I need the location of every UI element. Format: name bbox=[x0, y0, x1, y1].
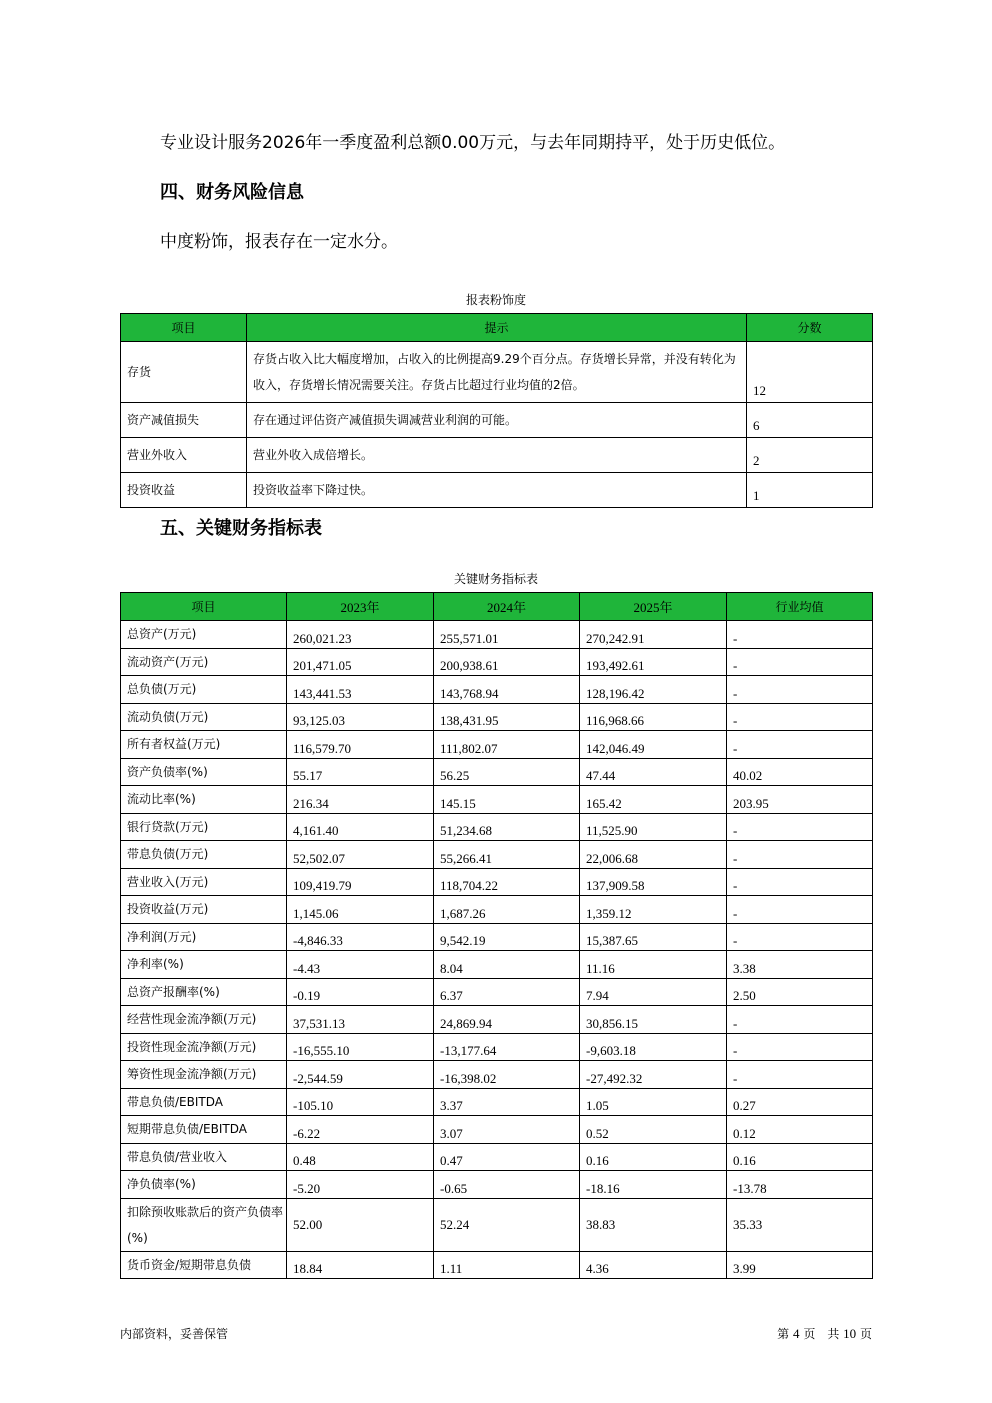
risk-item-cell: 资产减值损失 bbox=[121, 403, 247, 438]
kpi-table-row bbox=[121, 621, 873, 649]
kpi-2024-cell: 118,704.22 bbox=[434, 868, 580, 896]
kpi-industry-avg-cell: - bbox=[727, 648, 873, 676]
risk-table-row bbox=[121, 403, 873, 438]
kpi-industry-avg-cell: 0.16 bbox=[727, 1143, 873, 1171]
kpi-item-cell: 资产负债率(%) bbox=[121, 758, 287, 786]
kpi-2024-cell: 145.15 bbox=[434, 786, 580, 814]
kpi-table bbox=[120, 592, 873, 1279]
kpi-2023-cell: 201,471.05 bbox=[287, 648, 434, 676]
kpi-item-cell: 投资性现金流净额(万元) bbox=[121, 1033, 287, 1061]
kpi-2023-cell: -4,846.33 bbox=[287, 923, 434, 951]
kpi-2025-cell: 4.36 bbox=[580, 1251, 727, 1279]
kpi-table-row bbox=[121, 951, 873, 979]
intro-paragraph: 专业设计服务2026年一季度盈利总额0.00万元，与去年同期持平，处于历史低位。 bbox=[160, 133, 786, 153]
kpi-2023-cell: -2,544.59 bbox=[287, 1061, 434, 1089]
kpi-item-cell: 带息负债(万元) bbox=[121, 841, 287, 869]
risk-col-item: 项目 bbox=[121, 314, 247, 342]
risk-table-header bbox=[121, 314, 873, 342]
kpi-2024-cell: 1.11 bbox=[434, 1251, 580, 1279]
footer-page-prefix: 第 bbox=[777, 1327, 790, 1341]
kpi-industry-avg-cell: - bbox=[727, 868, 873, 896]
kpi-2025-cell: 38.83 bbox=[580, 1198, 727, 1251]
risk-hint-cell: 营业外收入成倍增长。 bbox=[247, 438, 747, 473]
kpi-industry-avg-cell: - bbox=[727, 676, 873, 704]
section4-summary: 中度粉饰，报表存在一定水分。 bbox=[160, 232, 398, 252]
risk-score-cell: 1 bbox=[747, 473, 873, 508]
kpi-2024-cell: 56.25 bbox=[434, 758, 580, 786]
kpi-2023-cell: -5.20 bbox=[287, 1171, 434, 1199]
kpi-industry-avg-cell: - bbox=[727, 621, 873, 649]
risk-col-score: 分数 bbox=[747, 314, 873, 342]
kpi-2024-cell: -16,398.02 bbox=[434, 1061, 580, 1089]
kpi-item-cell: 所有者权益(万元) bbox=[121, 731, 287, 759]
kpi-2024-cell: 24,869.94 bbox=[434, 1006, 580, 1034]
kpi-table-row bbox=[121, 703, 873, 731]
risk-table-row bbox=[121, 342, 873, 403]
kpi-table-row bbox=[121, 978, 873, 1006]
kpi-2023-cell: 37,531.13 bbox=[287, 1006, 434, 1034]
kpi-2025-cell: 11,525.90 bbox=[580, 813, 727, 841]
kpi-2025-cell: 11.16 bbox=[580, 951, 727, 979]
footer-confidential: 内部资料，妥善保管 bbox=[120, 1327, 229, 1341]
kpi-2023-cell: 143,441.53 bbox=[287, 676, 434, 704]
kpi-2025-cell: 165.42 bbox=[580, 786, 727, 814]
kpi-industry-avg-cell: - bbox=[727, 1006, 873, 1034]
kpi-col-2024: 2024年 bbox=[434, 593, 580, 621]
kpi-2024-cell: 8.04 bbox=[434, 951, 580, 979]
kpi-table-caption: 关键财务指标表 bbox=[453, 572, 538, 586]
kpi-2024-cell: 51,234.68 bbox=[434, 813, 580, 841]
kpi-table-row bbox=[121, 1033, 873, 1061]
kpi-2024-cell: 55,266.41 bbox=[434, 841, 580, 869]
kpi-2024-cell: 6.37 bbox=[434, 978, 580, 1006]
kpi-2024-cell: -0.65 bbox=[434, 1171, 580, 1199]
kpi-item-cell: 总负债(万元) bbox=[121, 676, 287, 704]
kpi-2023-cell: 55.17 bbox=[287, 758, 434, 786]
kpi-2024-cell: 1,687.26 bbox=[434, 896, 580, 924]
kpi-2025-cell: -18.16 bbox=[580, 1171, 727, 1199]
kpi-2025-cell: 137,909.58 bbox=[580, 868, 727, 896]
kpi-2023-cell: -0.19 bbox=[287, 978, 434, 1006]
section5-heading: 五、关键财务指标表 bbox=[160, 518, 322, 539]
kpi-2025-cell: 142,046.49 bbox=[580, 731, 727, 759]
kpi-col-2023: 2023年 bbox=[287, 593, 434, 621]
kpi-table-row bbox=[121, 868, 873, 896]
kpi-col-item: 项目 bbox=[121, 593, 287, 621]
kpi-industry-avg-cell: - bbox=[727, 1061, 873, 1089]
kpi-2025-cell: 1,359.12 bbox=[580, 896, 727, 924]
kpi-item-cell: 经营性现金流净额(万元) bbox=[121, 1006, 287, 1034]
kpi-2023-cell: 216.34 bbox=[287, 786, 434, 814]
kpi-2024-cell: 3.07 bbox=[434, 1116, 580, 1144]
kpi-table-row bbox=[121, 758, 873, 786]
footer-page-total: 10 bbox=[843, 1326, 857, 1341]
kpi-2023-cell: 116,579.70 bbox=[287, 731, 434, 759]
kpi-2024-cell: 9,542.19 bbox=[434, 923, 580, 951]
kpi-industry-avg-cell: 0.12 bbox=[727, 1116, 873, 1144]
risk-col-hint: 提示 bbox=[247, 314, 747, 342]
risk-table-caption: 报表粉饰度 bbox=[465, 293, 526, 307]
kpi-item-cell: 带息负债/EBITDA bbox=[121, 1088, 287, 1116]
kpi-industry-avg-cell: - bbox=[727, 1033, 873, 1061]
kpi-table-row bbox=[121, 648, 873, 676]
kpi-2023-cell: -16,555.10 bbox=[287, 1033, 434, 1061]
kpi-item-cell: 总资产报酬率(%) bbox=[121, 978, 287, 1006]
kpi-table-row bbox=[121, 1171, 873, 1199]
kpi-item-cell: 流动资产(万元) bbox=[121, 648, 287, 676]
kpi-2023-cell: 18.84 bbox=[287, 1251, 434, 1279]
kpi-2025-cell: 30,856.15 bbox=[580, 1006, 727, 1034]
kpi-table-row bbox=[121, 1116, 873, 1144]
risk-table-row bbox=[121, 473, 873, 508]
kpi-item-cell: 银行贷款(万元) bbox=[121, 813, 287, 841]
kpi-table-row bbox=[121, 896, 873, 924]
kpi-item-cell: 净利率(%) bbox=[121, 951, 287, 979]
kpi-2024-cell: 143,768.94 bbox=[434, 676, 580, 704]
kpi-2024-cell: 255,571.01 bbox=[434, 621, 580, 649]
kpi-item-cell: 货币资金/短期带息负债 bbox=[121, 1251, 287, 1279]
kpi-industry-avg-cell: - bbox=[727, 703, 873, 731]
kpi-table-row bbox=[121, 1143, 873, 1171]
kpi-2025-cell: 22,006.68 bbox=[580, 841, 727, 869]
risk-item-cell: 存货 bbox=[121, 342, 247, 403]
kpi-2023-cell: 93,125.03 bbox=[287, 703, 434, 731]
risk-score-cell: 2 bbox=[747, 438, 873, 473]
kpi-2025-cell: 0.52 bbox=[580, 1116, 727, 1144]
section4-heading: 四、财务风险信息 bbox=[160, 182, 304, 203]
kpi-industry-avg-cell: - bbox=[727, 896, 873, 924]
kpi-item-cell: 短期带息负债/EBITDA bbox=[121, 1116, 287, 1144]
kpi-2023-cell: -105.10 bbox=[287, 1088, 434, 1116]
kpi-2023-cell: 0.48 bbox=[287, 1143, 434, 1171]
footer-page-suffix: 页 bbox=[859, 1327, 872, 1341]
kpi-2025-cell: 7.94 bbox=[580, 978, 727, 1006]
kpi-item-cell: 营业收入(万元) bbox=[121, 868, 287, 896]
risk-hint-cell: 投资收益率下降过快。 bbox=[247, 473, 747, 508]
kpi-item-cell: 筹资性现金流净额(万元) bbox=[121, 1061, 287, 1089]
kpi-2023-cell: 1,145.06 bbox=[287, 896, 434, 924]
kpi-2025-cell: -9,603.18 bbox=[580, 1033, 727, 1061]
kpi-2023-cell: 109,419.79 bbox=[287, 868, 434, 896]
kpi-2024-cell: 52.24 bbox=[434, 1198, 580, 1251]
kpi-2025-cell: 0.16 bbox=[580, 1143, 727, 1171]
kpi-table-row bbox=[121, 1198, 873, 1251]
footer-page-mid: 页 共 bbox=[803, 1327, 840, 1341]
risk-score-cell: 6 bbox=[747, 403, 873, 438]
kpi-2024-cell: 200,938.61 bbox=[434, 648, 580, 676]
footer-page-number bbox=[777, 1326, 872, 1342]
kpi-item-cell: 净利润(万元) bbox=[121, 923, 287, 951]
kpi-industry-avg-cell: 40.02 bbox=[727, 758, 873, 786]
kpi-item-cell: 投资收益(万元) bbox=[121, 896, 287, 924]
kpi-industry-avg-cell: - bbox=[727, 813, 873, 841]
kpi-table-row bbox=[121, 1088, 873, 1116]
kpi-2024-cell: 0.47 bbox=[434, 1143, 580, 1171]
kpi-industry-avg-cell: 35.33 bbox=[727, 1198, 873, 1251]
kpi-col-industry-avg: 行业均值 bbox=[727, 593, 873, 621]
risk-score-cell: 12 bbox=[747, 342, 873, 403]
kpi-2024-cell: 3.37 bbox=[434, 1088, 580, 1116]
kpi-item-cell: 带息负债/营业收入 bbox=[121, 1143, 287, 1171]
kpi-table-row bbox=[121, 1006, 873, 1034]
kpi-2025-cell: 193,492.61 bbox=[580, 648, 727, 676]
kpi-industry-avg-cell: 2.50 bbox=[727, 978, 873, 1006]
kpi-2025-cell: 270,242.91 bbox=[580, 621, 727, 649]
kpi-industry-avg-cell: 3.38 bbox=[727, 951, 873, 979]
kpi-2025-cell: 47.44 bbox=[580, 758, 727, 786]
kpi-2025-cell: 15,387.65 bbox=[580, 923, 727, 951]
kpi-table-row bbox=[121, 841, 873, 869]
kpi-item-cell: 扣除预收账款后的资产负债率(%) bbox=[121, 1198, 287, 1251]
risk-hint-cell: 存货占收入比大幅度增加，占收入的比例提高9.29个百分点。存货增长异常，并没有转化为收入，存货增长情况需要关注。存货占比超过行业均值的2倍。 bbox=[247, 342, 747, 403]
footer-page-current: 4 bbox=[792, 1326, 800, 1341]
kpi-2025-cell: 128,196.42 bbox=[580, 676, 727, 704]
risk-hint-cell: 存在通过评估资产减值损失调减营业利润的可能。 bbox=[247, 403, 747, 438]
kpi-2023-cell: 4,161.40 bbox=[287, 813, 434, 841]
risk-table-row bbox=[121, 438, 873, 473]
risk-table bbox=[120, 313, 873, 508]
kpi-2023-cell: -6.22 bbox=[287, 1116, 434, 1144]
kpi-table-row bbox=[121, 1061, 873, 1089]
kpi-industry-avg-cell: -13.78 bbox=[727, 1171, 873, 1199]
kpi-2023-cell: -4.43 bbox=[287, 951, 434, 979]
kpi-item-cell: 总资产(万元) bbox=[121, 621, 287, 649]
kpi-col-2025: 2025年 bbox=[580, 593, 727, 621]
kpi-2024-cell: -13,177.64 bbox=[434, 1033, 580, 1061]
kpi-2025-cell: 1.05 bbox=[580, 1088, 727, 1116]
kpi-2023-cell: 260,021.23 bbox=[287, 621, 434, 649]
risk-item-cell: 投资收益 bbox=[121, 473, 247, 508]
kpi-table-row bbox=[121, 813, 873, 841]
kpi-industry-avg-cell: 3.99 bbox=[727, 1251, 873, 1279]
kpi-industry-avg-cell: 203.95 bbox=[727, 786, 873, 814]
kpi-table-row bbox=[121, 923, 873, 951]
kpi-item-cell: 流动负债(万元) bbox=[121, 703, 287, 731]
kpi-industry-avg-cell: - bbox=[727, 731, 873, 759]
kpi-2023-cell: 52.00 bbox=[287, 1198, 434, 1251]
kpi-table-row bbox=[121, 676, 873, 704]
kpi-item-cell: 净负债率(%) bbox=[121, 1171, 287, 1199]
kpi-2024-cell: 138,431.95 bbox=[434, 703, 580, 731]
kpi-industry-avg-cell: 0.27 bbox=[727, 1088, 873, 1116]
kpi-table-row bbox=[121, 1251, 873, 1279]
kpi-industry-avg-cell: - bbox=[727, 923, 873, 951]
kpi-table-row bbox=[121, 731, 873, 759]
kpi-2024-cell: 111,802.07 bbox=[434, 731, 580, 759]
kpi-item-cell: 流动比率(%) bbox=[121, 786, 287, 814]
kpi-2025-cell: -27,492.32 bbox=[580, 1061, 727, 1089]
kpi-industry-avg-cell: - bbox=[727, 841, 873, 869]
kpi-2023-cell: 52,502.07 bbox=[287, 841, 434, 869]
risk-item-cell: 营业外收入 bbox=[121, 438, 247, 473]
kpi-table-row bbox=[121, 786, 873, 814]
kpi-2025-cell: 116,968.66 bbox=[580, 703, 727, 731]
kpi-table-header bbox=[121, 593, 873, 621]
